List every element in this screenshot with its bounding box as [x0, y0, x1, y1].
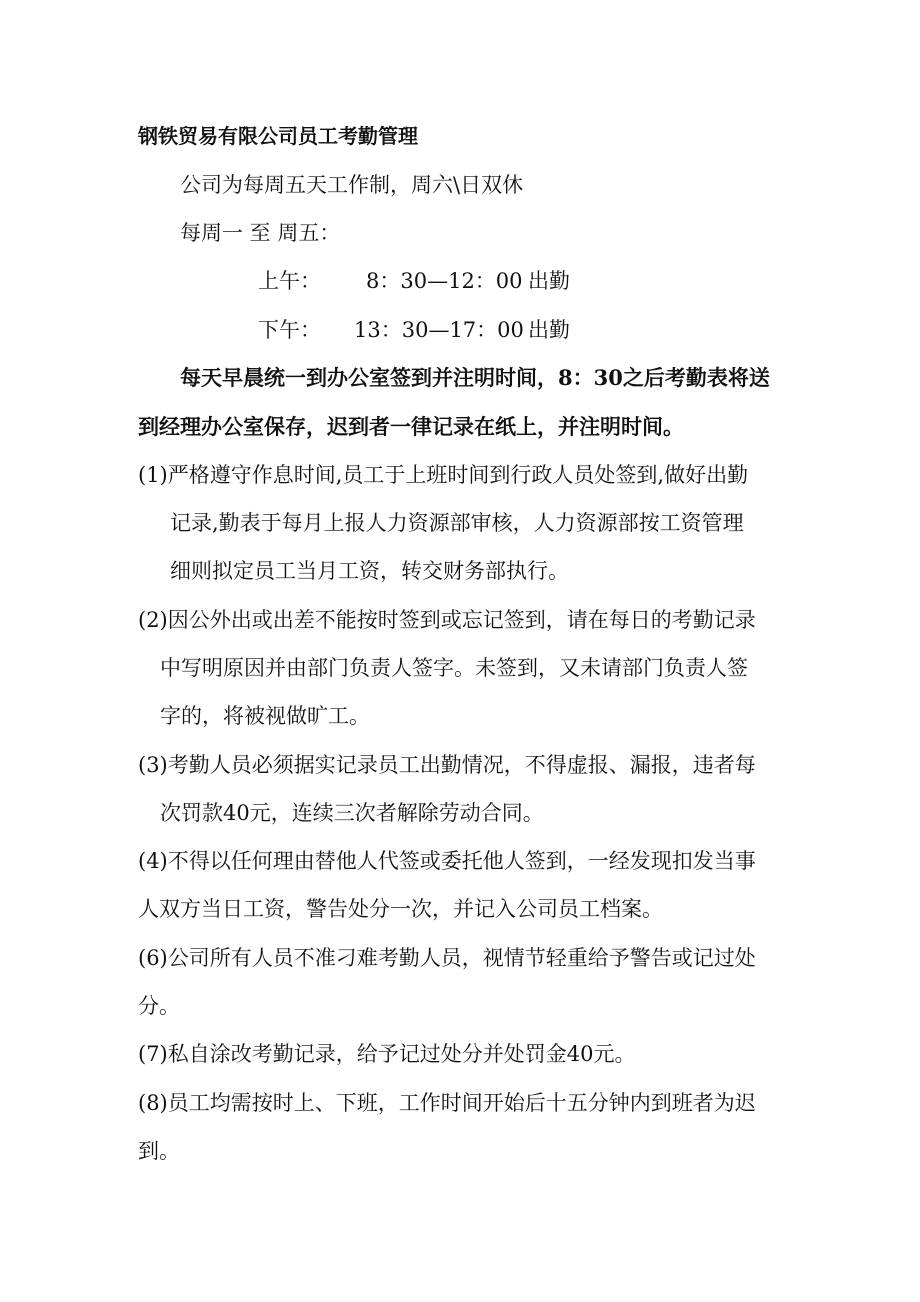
schedule-time: 13：30—17：00 [354, 318, 524, 342]
schedule-status: 出勤 [528, 318, 570, 342]
rule-1-line: (1)严格遵守作息时间,员工于上班时间到行政人员处签到,做好出勤 [138, 463, 749, 487]
rule-2-line: 字的，将被视做旷工。 [160, 704, 370, 728]
schedule-status: 出勤 [528, 269, 570, 293]
rule-6-line: (6)公司所有人员不准刁难考勤人员，视情节轻重给予警告或记过处 [138, 946, 756, 970]
schedule-row-morning [258, 268, 570, 294]
rule-8-line: (8)员工均需按时上、下班，工作时间开始后十五分钟内到班者为迟 [138, 1091, 756, 1115]
rule-3-line: (3)考勤人员必须据实记录员工出勤情况，不得虚报、漏报，违者每 [138, 753, 756, 777]
notice-line: 每天早晨统一到办公室签到并注明时间，8：30之后考勤表将送 [180, 365, 770, 390]
work-week-intro: 公司为每周五天工作制，周六\日双休 [180, 173, 524, 197]
document-title: 钢铁贸易有限公司员工考勤管理 [138, 124, 418, 148]
schedule-row-afternoon [258, 317, 570, 343]
rule-1-line: 记录,勤表于每月上报人力资源部审核，人力资源部按工资管理 [170, 511, 744, 535]
rule-2-line: 中写明原因并由部门负责人签字。未签到，又未请部门负责人签 [160, 656, 748, 680]
rule-6-line: 分。 [138, 994, 180, 1018]
notice-line: 到经理办公室保存，迟到者一律记录在纸上，并注明时间。 [138, 414, 684, 439]
rule-3-line: 次罚款40元，连续三次者解除劳动合同。 [160, 801, 544, 825]
rule-2-line: (2)因公外出或出差不能按时签到或忘记签到，请在每日的考勤记录 [138, 608, 756, 632]
weekday-range: 每周一 至 周五： [180, 221, 341, 245]
rule-8-line: 到。 [138, 1139, 180, 1163]
schedule-period: 下午： [258, 318, 321, 342]
rule-4-line: (4)不得以任何理由替他人代签或委托他人签到，一经发现扣发当事 [138, 849, 756, 873]
schedule-period: 上午： [258, 269, 321, 293]
schedule-time: 8：30—12：00 [366, 269, 523, 293]
rule-4-line: 人双方当日工资，警告处分一次，并记入公司员工档案。 [138, 897, 663, 921]
rule-7-line: (7)私自涂改考勤记录，给予记过处分并处罚金40元。 [138, 1042, 636, 1066]
rule-1-line: 细则拟定员工当月工资，转交财务部执行。 [170, 559, 569, 583]
